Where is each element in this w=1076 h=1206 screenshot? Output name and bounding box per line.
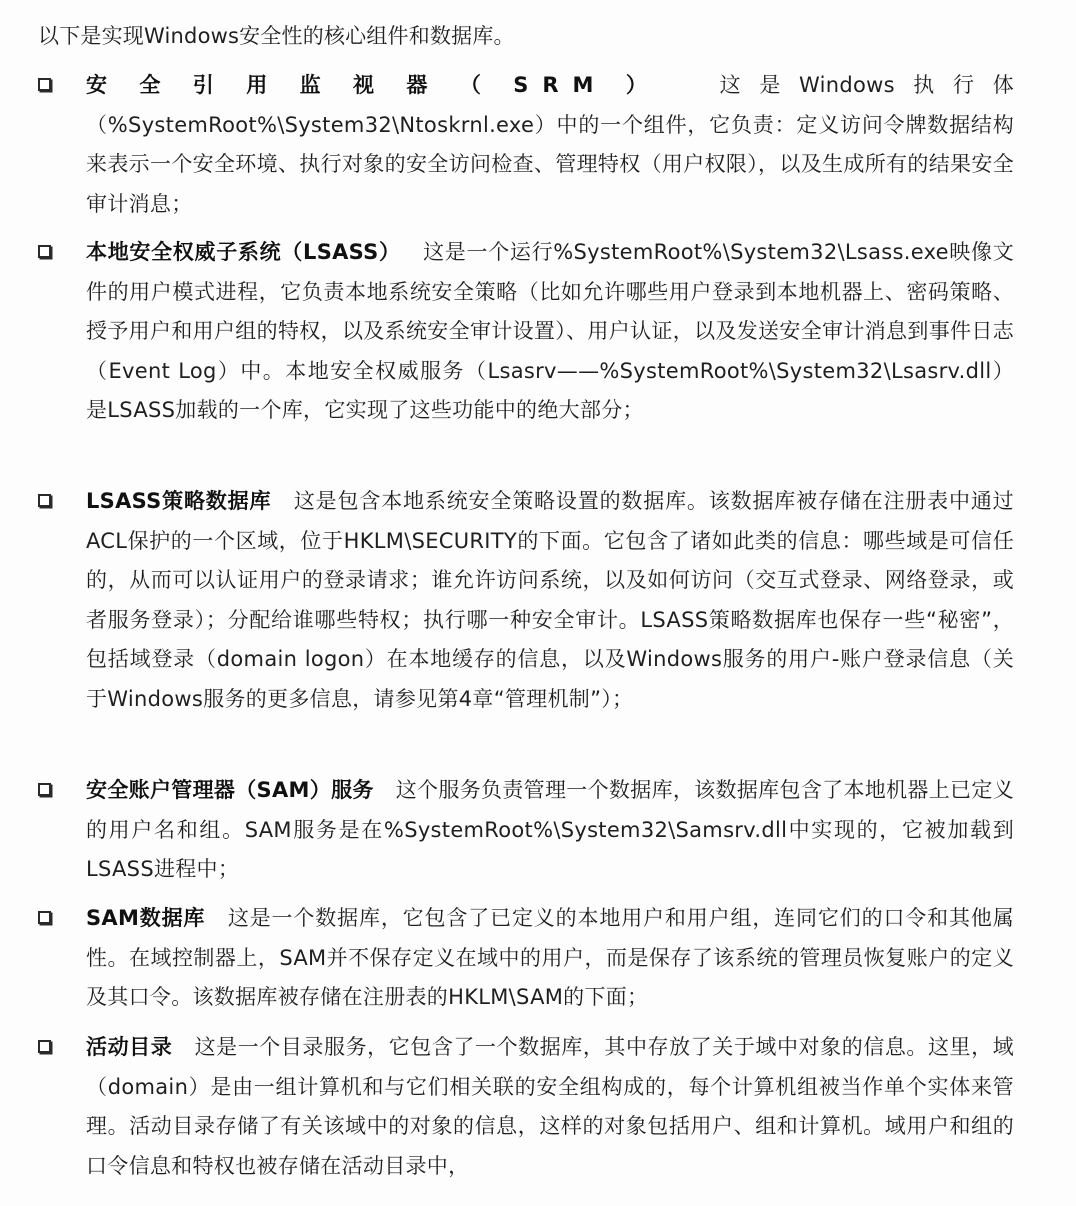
list-item-text bbox=[86, 66, 1014, 224]
list-item-term: 安全账户管理器（SAM）服务 bbox=[86, 778, 374, 802]
list-item-term: LSASS策略数据库 bbox=[86, 489, 272, 513]
checkbox-bullet-icon bbox=[38, 911, 51, 924]
checkbox-bullet-icon bbox=[38, 78, 51, 91]
list-item-term: 安全引用监视器（SRM） bbox=[86, 73, 680, 97]
intro-paragraph: 以下是实现Windows安全性的核心组件和数据库。 bbox=[38, 24, 515, 48]
list-item-text bbox=[86, 233, 1014, 431]
list-item-body: 这是一个运行%SystemRoot%\System32\Lsass.exe映像文件的用户模式进程，它负责本地系统安全策略（比如允许哪些用户登录到本地机器上、密码策略、授予用户和用户组的特权，以及系统安全审计设置）、用户认证，以及发送安全审计消息到事件日志（Event Log）中。本地安全权威服务（Lsasrv——%SystemRoot%\System32\Lsasrv.dll）是LSASS加载的一个库，它实现了这些功能中的绝大部分； bbox=[86, 240, 1014, 423]
list-item-body: 这是Windows执行体（%SystemRoot%\System32\Ntoskrnl.exe）中的一个组件，它负责：定义访问令牌数据结构来表示一个安全环境、执行对象的安全访问检查、管理特权（用户权限），以及生成所有的结果安全审计消息； bbox=[86, 73, 1014, 216]
list-item-term: 本地安全权威子系统（LSASS） bbox=[86, 240, 401, 264]
checkbox-bullet-icon bbox=[38, 1040, 51, 1053]
list-item-text bbox=[86, 771, 1014, 890]
checkbox-bullet-icon bbox=[38, 494, 51, 507]
list-item-text bbox=[86, 482, 1014, 720]
list-item-body: 这是一个数据库，它包含了已定义的本地用户和用户组，连同它们的口令和其他属性。在域控制器上，SAM并不保存定义在域中的用户，而是保存了该系统的管理员恢复账户的定义及其口令。该数据库被存储在注册表的HKLM\SAM的下面； bbox=[86, 906, 1015, 1010]
list-item-text bbox=[86, 1028, 1014, 1186]
list-item-text bbox=[86, 899, 1014, 1018]
list-item-body: 这个服务负责管理一个数据库，该数据库包含了本地机器上已定义的用户名和组。SAM服务是在%SystemRoot%\System32\Samsrv.dll中实现的，它被加载到LSASS进程中； bbox=[86, 778, 1014, 882]
list-item-body: 这是包含本地系统安全策略设置的数据库。该数据库被存储在注册表中通过ACL保护的一个区域，位于HKLM\SECURITY的下面。它包含了诸如此类的信息：哪些域是可信任的，从而可以认证用户的登录请求；谁允许访问系统，以及如何访问（交互式登录、网络登录，或者服务登录）；分配给谁哪些特权；执行哪一种安全审计。LSASS策略数据库也保存一些“秘密”，包括域登录（domain logon）在本地缓存的信息，以及Windows服务的用户-账户登录信息（关于Windows服务的更多信息，请参见第4章“管理机制”）； bbox=[86, 489, 1014, 711]
list-item-term: SAM数据库 bbox=[86, 906, 206, 930]
list-item-body: 这是一个目录服务，它包含了一个数据库，其中存放了关于域中对象的信息。这里，域（domain）是由一组计算机和与它们相关联的安全组构成的，每个计算机组被当作单个实体来管理。活动目录存储了有关该域中的对象的信息，这样的对象包括用户、组和计算机。域用户和组的口令信息和特权也被存储在活动目录中， bbox=[86, 1035, 1014, 1178]
checkbox-bullet-icon bbox=[38, 783, 51, 796]
checkbox-bullet-icon bbox=[38, 245, 51, 258]
list-item-term: 活动目录 bbox=[86, 1035, 173, 1059]
